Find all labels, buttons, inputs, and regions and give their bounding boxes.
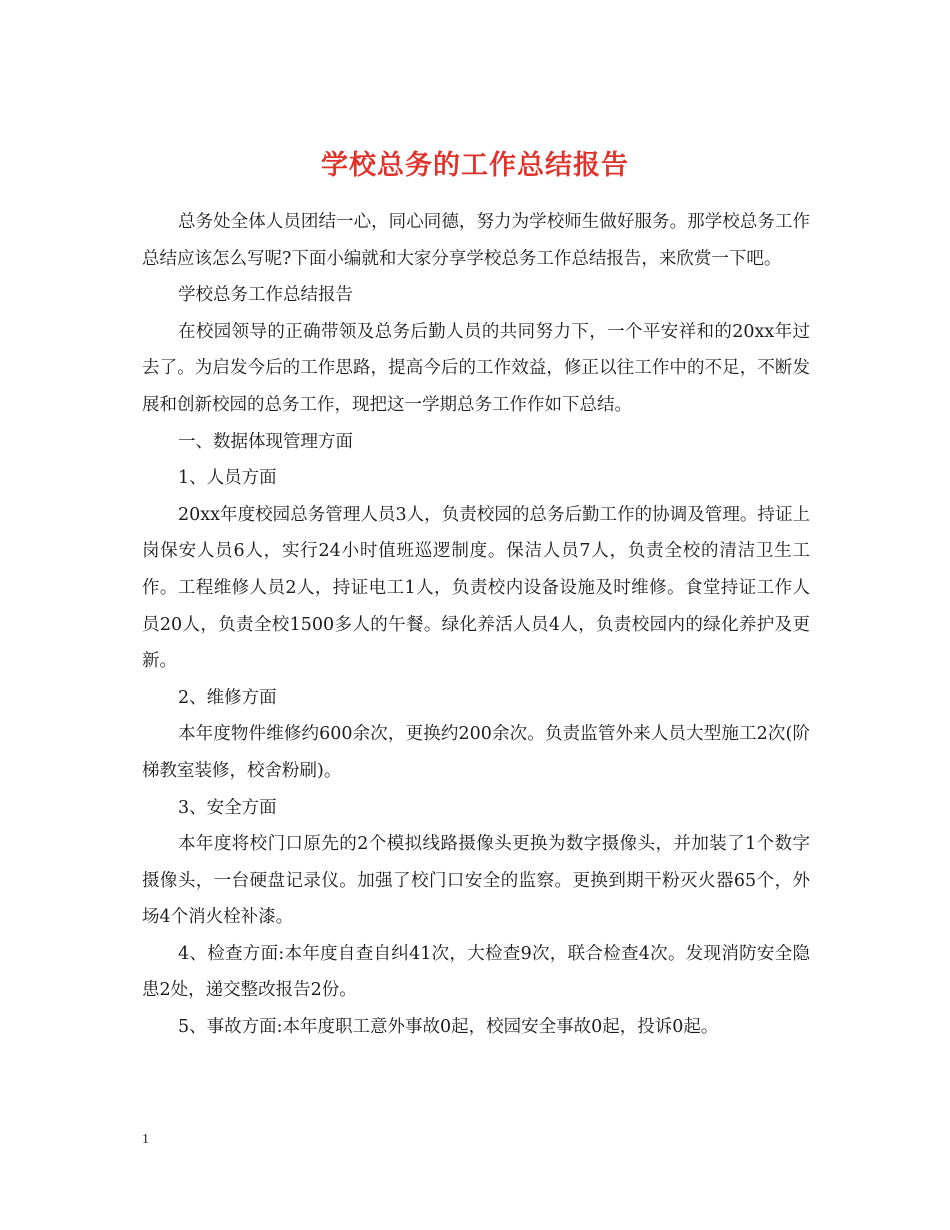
paragraph-subtitle: 学校总务工作总结报告 bbox=[178, 285, 353, 306]
section-heading-data: 一、数据体现管理方面 bbox=[178, 431, 353, 452]
subsection-heading-safety: 3、安全方面 bbox=[178, 797, 277, 818]
paragraph-overview: 在校园领导的正确带领及总务后勤人员的共同努力下，一个平安祥和的20xx年过去了。为启发今后的工作思路，提高今后的工作效益，修正以往工作中的不足，不断发展和创新校园的总务工作，现把这一学期总务工作作如下总结。 bbox=[142, 321, 810, 415]
subsection-heading-personnel: 1、人员方面 bbox=[178, 468, 277, 489]
paragraph-maintenance: 本年度物件维修约600余次，更换约200余次。负责监管外来人员大型施工2次(阶梯教室装修，校舍粉刷)。 bbox=[142, 724, 810, 781]
paragraph-personnel: 20xx年度校园总务管理人员3人，负责校园的总务后勤工作的协调及管理。持证上岗保安人员6人，实行24小时值班巡逻制度。保洁人员7人，负责全校的清洁卫生工作。工程维修人员2人，持证电工1人，负责校内设备设施及时维修。食堂持证工作人员20人，负责全校1500多人的午餐。绿化养活人员4人，负责校园内的绿化养护及更新。 bbox=[142, 504, 810, 672]
subsection-heading-maintenance: 2、维修方面 bbox=[178, 687, 277, 708]
document-title: 学校总务的工作总结报告 bbox=[321, 150, 629, 182]
document-body bbox=[142, 204, 810, 1046]
page-number: 1 bbox=[142, 1132, 149, 1147]
paragraph-safety: 本年度将校门口原先的2个模拟线路摄像头更换为数字摄像头，并加装了1个数字摄像头，一台硬盘记录仪。加强了校门口安全的监察。更换到期干粉灭火器65个，外场4个消火栓补漆。 bbox=[142, 834, 810, 928]
paragraph-inspection: 4、检查方面:本年度自查自纠41次，大检查9次，联合检查4次。发现消防安全隐患2处，递交整改报告2份。 bbox=[142, 943, 810, 1001]
paragraph-intro: 总务处全体人员团结一心，同心同德，努力为学校师生做好服务。那学校总务工作总结应该怎么写呢?下面小编就和大家分享学校总务工作总结报告，来欣赏一下吧。 bbox=[142, 212, 810, 269]
paragraph-accidents: 5、事故方面:本年度职工意外事故0起，校园安全事故0起，投诉0起。 bbox=[178, 1017, 719, 1038]
